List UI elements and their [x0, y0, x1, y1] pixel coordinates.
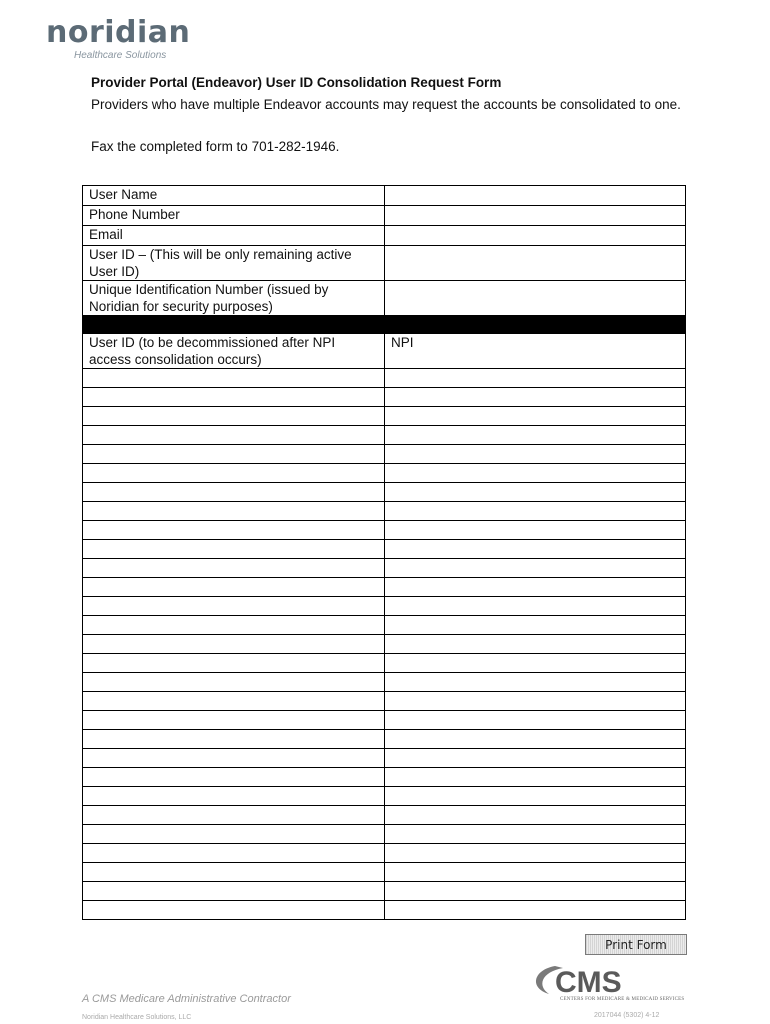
- field-email[interactable]: [385, 226, 686, 246]
- npi-cell[interactable]: [385, 445, 686, 464]
- table-row: [83, 578, 686, 597]
- npi-cell[interactable]: [385, 825, 686, 844]
- table-row: [83, 711, 686, 730]
- npi-cell[interactable]: [385, 749, 686, 768]
- decommission-user-id-cell[interactable]: [83, 692, 385, 711]
- decommission-user-id-cell[interactable]: [83, 730, 385, 749]
- npi-cell[interactable]: [385, 863, 686, 882]
- npi-cell[interactable]: [385, 597, 686, 616]
- row-phone-number: [83, 206, 686, 226]
- header-decommission-user-id: User ID (to be decommissioned after NPI access consolidation occurs): [83, 334, 385, 369]
- decommission-user-id-cell[interactable]: [83, 559, 385, 578]
- consolidation-table: [82, 185, 686, 920]
- decommission-user-id-cell[interactable]: [83, 654, 385, 673]
- decommission-user-id-cell[interactable]: [83, 426, 385, 445]
- table-row: [83, 673, 686, 692]
- npi-cell[interactable]: [385, 369, 686, 388]
- decommission-user-id-cell[interactable]: [83, 882, 385, 901]
- decommission-user-id-cell[interactable]: [83, 521, 385, 540]
- row-decommission-header: [83, 334, 686, 369]
- decommission-user-id-cell[interactable]: [83, 673, 385, 692]
- table-row: [83, 730, 686, 749]
- decommission-user-id-cell[interactable]: [83, 844, 385, 863]
- table-row: [83, 540, 686, 559]
- decommission-user-id-cell[interactable]: [83, 863, 385, 882]
- footer-form-code: 2017044 (5302) 4-12: [594, 1012, 660, 1019]
- intro-text: Providers who have multiple Endeavor accounts may request the accounts be consolidated to one.: [91, 97, 681, 112]
- decommission-user-id-cell[interactable]: [83, 749, 385, 768]
- npi-cell[interactable]: [385, 559, 686, 578]
- decommission-user-id-cell[interactable]: [83, 388, 385, 407]
- npi-cell[interactable]: [385, 407, 686, 426]
- table-row: [83, 901, 686, 920]
- table-row: [83, 844, 686, 863]
- table-row: [83, 407, 686, 426]
- table-row: [83, 369, 686, 388]
- decommission-user-id-cell[interactable]: [83, 578, 385, 597]
- field-unique-id[interactable]: [385, 281, 686, 316]
- cms-logo-text: CMS: [555, 966, 622, 999]
- logo-tagline: Healthcare Solutions: [74, 50, 167, 61]
- npi-cell[interactable]: [385, 692, 686, 711]
- decommission-user-id-cell[interactable]: [83, 407, 385, 426]
- decommission-user-id-cell[interactable]: [83, 616, 385, 635]
- table-row: [83, 692, 686, 711]
- decommission-user-id-cell[interactable]: [83, 540, 385, 559]
- table-row: [83, 559, 686, 578]
- npi-cell[interactable]: [385, 787, 686, 806]
- section-divider-bar: [83, 316, 686, 334]
- label-email: Email: [83, 226, 385, 246]
- table-row: [83, 521, 686, 540]
- logo-wordmark: noridian: [46, 15, 191, 50]
- npi-cell[interactable]: [385, 635, 686, 654]
- npi-cell[interactable]: [385, 540, 686, 559]
- table-row: [83, 882, 686, 901]
- npi-cell[interactable]: [385, 882, 686, 901]
- print-form-button[interactable]: Print Form: [585, 934, 687, 955]
- footer-contractor: A CMS Medicare Administrative Contractor: [82, 993, 291, 1005]
- fax-instruction: Fax the completed form to 701-282-1946.: [91, 139, 340, 154]
- table-row: [83, 616, 686, 635]
- footer-company: Noridian Healthcare Solutions, LLC: [82, 1014, 192, 1021]
- npi-cell[interactable]: [385, 464, 686, 483]
- npi-cell[interactable]: [385, 730, 686, 749]
- npi-cell[interactable]: [385, 673, 686, 692]
- table-row: [83, 597, 686, 616]
- table-row: [83, 768, 686, 787]
- field-remaining-user-id[interactable]: [385, 246, 686, 281]
- table-row: [83, 388, 686, 407]
- label-phone-number: Phone Number: [83, 206, 385, 226]
- field-user-name[interactable]: [385, 186, 686, 206]
- decommission-user-id-cell[interactable]: [83, 825, 385, 844]
- table-row: [83, 654, 686, 673]
- npi-cell[interactable]: [385, 616, 686, 635]
- decommission-user-id-cell[interactable]: [83, 901, 385, 920]
- table-row: [83, 635, 686, 654]
- form-title: Provider Portal (Endeavor) User ID Consolidation Request Form: [91, 75, 502, 90]
- noridian-logo: [46, 15, 191, 61]
- npi-cell[interactable]: [385, 806, 686, 825]
- table-row: [83, 787, 686, 806]
- decommission-user-id-cell[interactable]: [83, 502, 385, 521]
- decommission-user-id-cell[interactable]: [83, 635, 385, 654]
- row-user-name: [83, 186, 686, 206]
- decommission-user-id-cell[interactable]: [83, 445, 385, 464]
- table-row: [83, 863, 686, 882]
- npi-cell[interactable]: [385, 388, 686, 407]
- npi-cell[interactable]: [385, 768, 686, 787]
- npi-cell[interactable]: [385, 901, 686, 920]
- label-remaining-user-id: User ID – (This will be only remaining active User ID): [83, 246, 385, 281]
- field-phone-number[interactable]: [385, 206, 686, 226]
- row-unique-id: [83, 281, 686, 316]
- npi-cell[interactable]: [385, 711, 686, 730]
- table-row: [83, 445, 686, 464]
- table-row: [83, 806, 686, 825]
- decommission-user-id-cell[interactable]: [83, 483, 385, 502]
- table-row: [83, 749, 686, 768]
- divider-cell: [83, 316, 686, 334]
- npi-cell[interactable]: [385, 502, 686, 521]
- row-email: [83, 226, 686, 246]
- table-row: [83, 464, 686, 483]
- decommission-user-id-cell[interactable]: [83, 369, 385, 388]
- npi-cell[interactable]: [385, 521, 686, 540]
- npi-cell[interactable]: [385, 483, 686, 502]
- label-unique-id: Unique Identification Number (issued by Noridian for security purposes): [83, 281, 385, 316]
- table-row: [83, 502, 686, 521]
- npi-cell[interactable]: [385, 426, 686, 445]
- table-row: [83, 426, 686, 445]
- row-remaining-user-id: [83, 246, 686, 281]
- header-npi: NPI: [385, 334, 686, 369]
- npi-cell[interactable]: [385, 578, 686, 597]
- table-row: [83, 483, 686, 502]
- npi-cell[interactable]: [385, 654, 686, 673]
- label-user-name: User Name: [83, 186, 385, 206]
- decommission-user-id-cell[interactable]: [83, 597, 385, 616]
- decommission-user-id-cell[interactable]: [83, 711, 385, 730]
- table-row: [83, 825, 686, 844]
- cms-tagline: CENTERS FOR MEDICARE & MEDICAID SERVICES: [560, 997, 685, 1002]
- decommission-user-id-cell[interactable]: [83, 464, 385, 483]
- decommission-user-id-cell[interactable]: [83, 768, 385, 787]
- decommission-user-id-cell[interactable]: [83, 787, 385, 806]
- decommission-user-id-cell[interactable]: [83, 806, 385, 825]
- npi-cell[interactable]: [385, 844, 686, 863]
